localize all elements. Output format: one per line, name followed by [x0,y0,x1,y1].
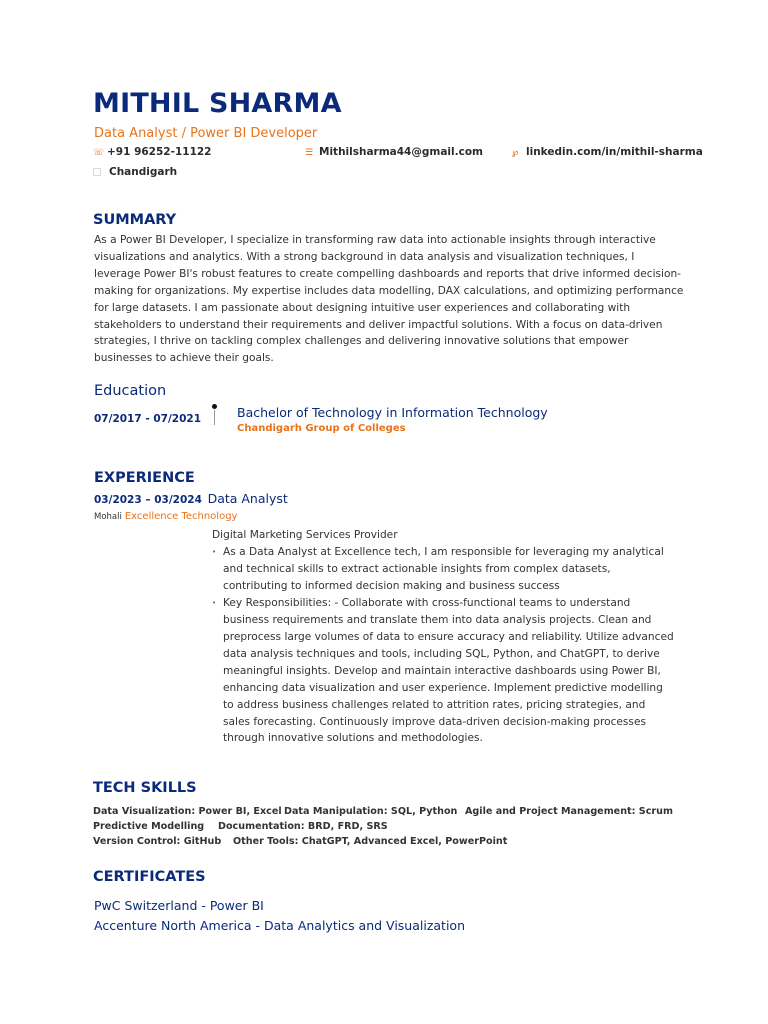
linkedin-text[interactable]: linkedin.com/in/mithil-sharma [526,146,703,158]
skill-item: Data Manipulation: SQL, Python [284,806,458,817]
skill-item: Version Control: GitHub [93,836,222,847]
education-degree: Bachelor of Technology in Information Technology [237,405,548,420]
skills-heading: TECH SKILLS [93,780,197,796]
certificate-item: PwC Switzerland - Power BI [94,898,264,913]
email-icon: ☰ [305,148,314,158]
list-item: • Key Responsibilities: - Collaborate with cross-functional teams to understand business requirements and translate them into data analysis projects. Clean and preprocess large volumes of data to ensure accuracy and reliability. Utilize advanced data analysis techniques and tools, including SQL, Python, and ChatGPT, to derive meaningful insights. Develop and maintain interactive dashboards using Power BI, enhancing data visualization and user experience. Implement predictive modelling to address business challenges related to attrition rates, pricing strategies, and sales forecasting. Continuously improve data-driven decision-making processes through innovative solutions and methodologies. [212,595,674,747]
experience-title: Data Analyst [207,491,288,506]
location-text: Chandigarh [109,166,178,178]
summary-heading: SUMMARY [93,212,177,228]
contact-location [93,166,177,178]
experience-bullets [212,544,674,748]
experience-description: Digital Marketing Services Provider [212,529,398,541]
timeline-line [214,410,215,425]
job-title: Data Analyst / Power BI Developer [94,126,318,141]
experience-location: Mohali [94,512,122,522]
list-item: • As a Data Analyst at Excellence tech, I am responsible for leveraging my analytical and technical skills to extract actionable insights from complex datasets, contributing to informed decision making and business success [212,544,674,595]
certificates-heading: CERTIFICATES [93,869,206,885]
skill-item: Agile and Project Management: Scrum [465,806,673,817]
email-text[interactable]: Mithilsharma44@gmail.com [319,146,483,158]
education-heading: Education [94,383,167,399]
skill-item: Data Visualization: Power BI, Excel [93,806,282,817]
education-date: 07/2017 - 07/2021 [94,413,202,425]
skill-item: Other Tools: ChatGPT, Advanced Excel, PowerPoint [233,836,508,847]
education-school: Chandigarh Group of Colleges [237,423,406,434]
certificate-item: Accenture North America - Data Analytics and Visualization [94,918,465,933]
experience-heading: EXPERIENCE [94,470,195,486]
phone-text: +91 96252-11122 [107,146,212,158]
location-icon [93,168,101,176]
timeline-dot [212,404,217,409]
experience-date: 03/2023 – 03/2024 [94,494,202,506]
skill-item: Documentation: BRD, FRD, SRS [218,821,388,832]
skill-item: Predictive Modelling [93,821,205,832]
experience-company: Excellence Technology [124,511,238,522]
experience-header [94,491,288,506]
contact-phone [93,146,211,158]
candidate-name: MITHIL SHARMA [93,88,342,119]
contact-email[interactable] [305,146,483,158]
phone-icon: ☏ [93,148,105,158]
linkedin-icon: ℘ [512,148,519,158]
experience-meta [94,511,237,522]
summary-text: As a Power BI Developer, I specialize in transforming raw data into actionable insights through interactive visualizations and analytics. With a strong background in data analysis and visualization techniques, I leverage Power BI's robust features to create compelling dashboards and reports that drive informed decision-making for organizations. My expertise includes data modelling, DAX calculations, and optimizing performance for large datasets. I am passionate about designing intuitive user experiences and collaborating with stakeholders to understand their requirements and deliver impactful solutions. With a focus on data-driven strategies, I thrive on tackling complex challenges and delivering innovative solutions that empower businesses to achieve their goals. [94,234,684,365]
contact-linkedin[interactable] [512,146,703,158]
